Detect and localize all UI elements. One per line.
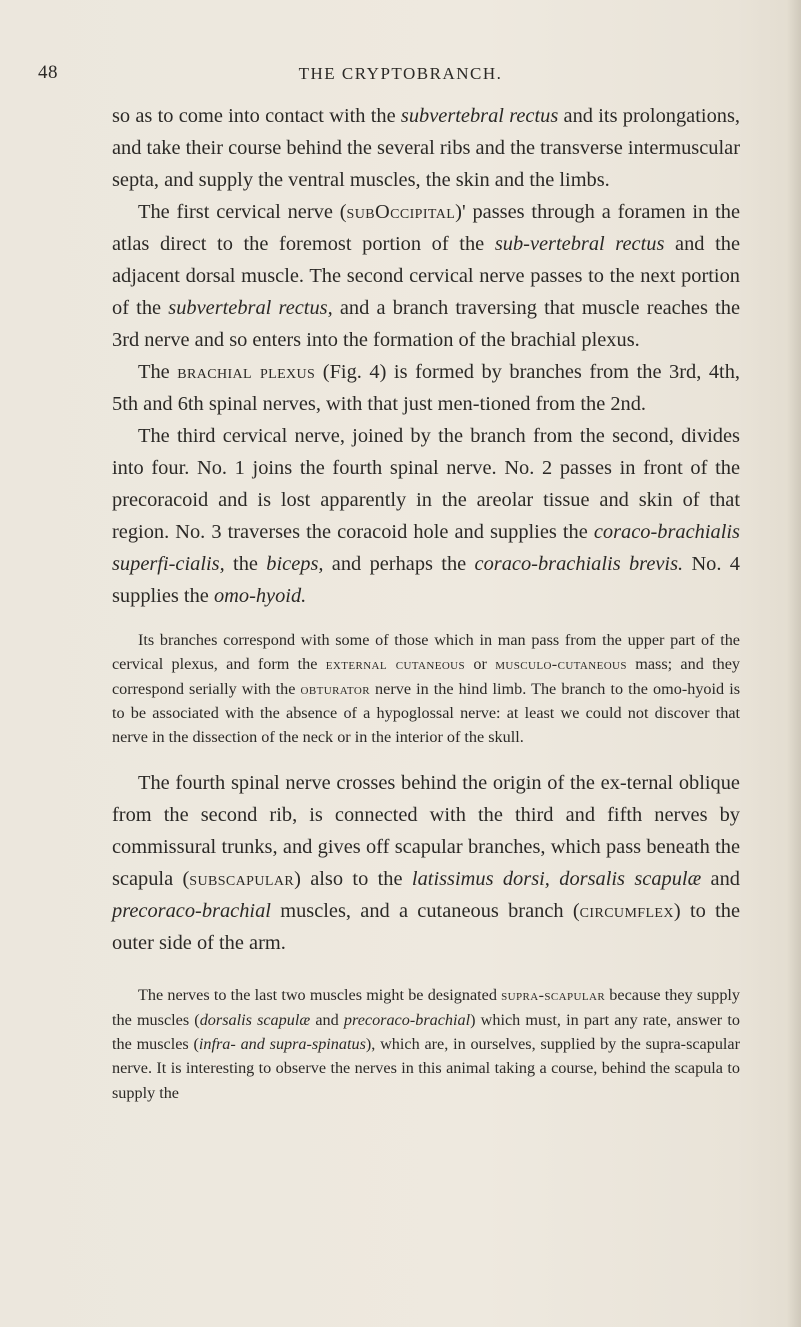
text-run: and [701,868,740,891]
text-run: The fourth spinal nerve crosses behind the origin of the ex-ternal oblique from the second rib, is connected with the third and fifth nerves by commissural trunks, and gives off scapular branches, which pass beneath the scapula ( [112,772,740,891]
term-small-caps: obturator [300,679,370,698]
running-head: THE CRYPTOBRANCH. [298,64,503,83]
term-italic: infra- and supra-spinatus [198,1035,366,1054]
text-run: )' passes through a foramen in the atlas direct to the foremost portion of the [112,201,741,255]
text-run: The nerves to the last two muscles might be designated [138,986,502,1005]
term-italic: subvertebral rectus [400,105,559,127]
text-run: and its prolongations, and take their course behind the several ribs and the transverse intermuscular septa, and supply the ventral muscles, the skin and the limbs. [112,105,740,191]
text-run: The third cervical nerve, joined by the branch from the second, divides into four. No. 1 joins the fourth spinal nerve. No. 2 passes in front of the precoracoid and is lost apparently in the areolar tissue and skin of that region. No. 3 traverses the coracoid hole and supplies the [112,425,740,543]
term-italic: precoraco-brachial [343,1010,471,1029]
body-text [112,100,740,1105]
term-small-caps: circumflex [579,900,674,923]
text-run: ), which are, in ourselves, supplied by the supra-scapular nerve. It is interesting to observe the nerves in this animal taking a course, behind the scapula to supply the [112,1035,740,1102]
term-italic: omo-hyoid. [213,585,307,607]
page-header [0,62,801,92]
term-italic: precoraco-brachial [112,900,271,923]
paragraph-1 [112,100,740,196]
term-small-caps: subOccipital [346,201,456,223]
text-run: nerve in the hind limb. The branch to the omo-hyoid is to be associated with the absence of a hypoglossal nerve: at least we could not discover that nerve in the dissection of the neck or in the interior of the skull. [112,679,740,747]
term-italic: coraco-brachialis brevis. [474,553,684,575]
term-italic: biceps, [266,553,324,575]
text-run: mass; and they correspond serially with the [112,655,740,698]
text-run: The first cervical nerve ( [138,201,347,223]
term-small-caps: musculo-cutaneous [495,655,627,674]
text-run: and the adjacent dorsal muscle. The second cervical nerve passes to the next portion of the [112,233,740,319]
page-edge-shadow [787,0,801,1327]
paragraph-7-small-print [112,983,740,1104]
paragraph-6 [112,767,740,959]
text-run: because they supply the muscles ( [112,986,740,1029]
text-run: and [310,1010,344,1029]
text-run: ) which must, in part any rate, answer to the muscles ( [112,1010,740,1054]
text-run: ) also to the [294,868,412,891]
term-italic: subvertebral rectus, [168,297,333,319]
term-italic: latissimus dorsi, dorsalis scapulæ [411,868,702,891]
page-number: 48 [38,62,58,83]
term-small-caps: supra-scapular [501,986,606,1005]
text-run: muscles, and a cutaneous branch ( [270,900,580,923]
paragraph-2 [112,196,740,356]
term-small-caps: brachial plexus [177,361,316,383]
term-italic: dorsalis scapulæ [199,1010,311,1029]
text-run: Its branches correspond with some of those which in man pass from the upper part of the cervical plexus, and form the [112,631,740,674]
term-italic: sub-vertebral rectus [494,233,665,255]
text-run: The [138,361,178,383]
text-run: No. 4 supplies the [112,553,740,607]
text-run: so as to come into contact with the [112,105,401,127]
term-italic: coraco-brachialis superfi-cialis, [112,521,740,575]
text-run: and a branch traversing that muscle reaches the 3rd nerve and so enters into the formation of the brachial plexus. [112,297,740,351]
text-run: ) to the outer side of the arm. [112,900,740,955]
text-run: or [465,655,496,674]
text-run: and perhaps the [323,553,475,575]
paragraph-5-small-print [112,628,740,749]
term-small-caps: external cutaneous [325,655,466,674]
paragraph-3 [112,356,740,420]
term-small-caps: subscapular [189,868,295,891]
text-run: (Fig. 4) is formed by branches from the 3rd, 4th, 5th and 6th spinal nerves, with that just men-tioned from the 2nd. [112,361,740,415]
text-run: the [224,553,267,575]
paragraph-4 [112,420,740,612]
